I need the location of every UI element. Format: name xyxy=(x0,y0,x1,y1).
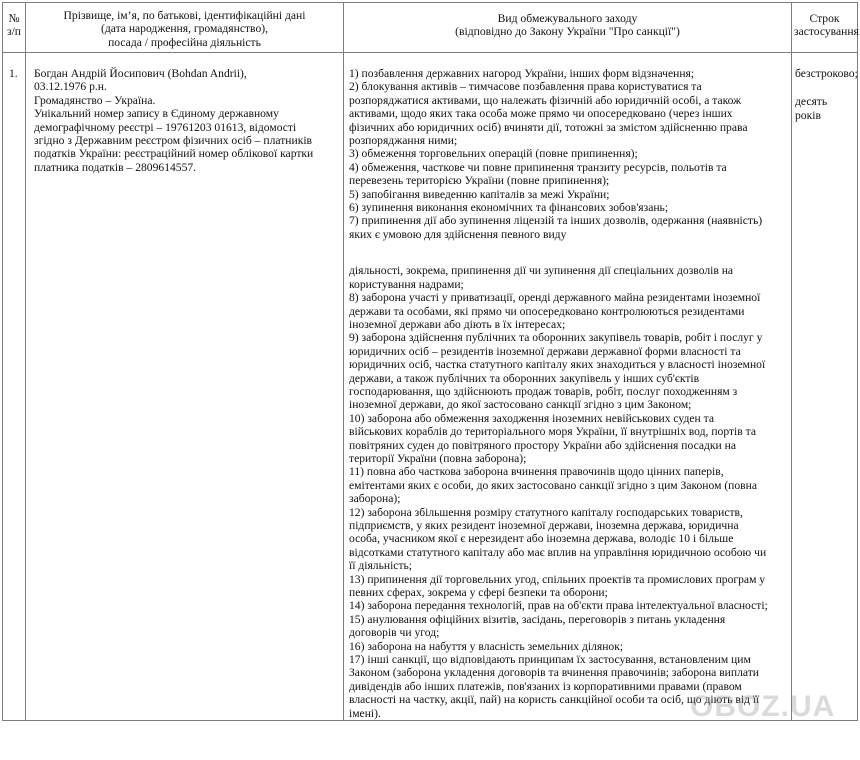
measure-line: іноземної держави, до якої застосовано санкції згідно з цим Законом; xyxy=(349,398,692,412)
measure-line: 15) анулювання офіційних візитів, засідань, переговорів з питань укладення xyxy=(349,612,726,626)
measure-line: військових кораблів до територіального моря України, її внутрішніх вод, портів та xyxy=(349,425,756,439)
table-header-row xyxy=(3,3,858,53)
measure-line: імені). xyxy=(349,706,381,720)
measure-line: певних сферах, зокрема у сфері безпеки та оборони; xyxy=(349,586,608,600)
measure-line: 6) зупинення виконання економічних та фінансових зобов'язань; xyxy=(349,201,669,215)
measure-line: 17) інші санкції, що відповідають принципам їх застосування, встановленим цим xyxy=(349,653,751,667)
measure-line: власності на частку, акції, пай) на користь санкційної особи та осіб, що діють від її xyxy=(349,693,760,707)
measure-line: користування надрами; xyxy=(349,277,464,291)
measure-line: 14) заборона передання технологій, прав на об'єкти права інтелектуальної власності; xyxy=(349,599,768,613)
measure-line: 8) заборона участі у приватизації, оренді державного майна резидентами іноземної xyxy=(349,291,761,305)
measure-line: 4) обмеження, часткове чи повне припинення транзиту ресурсів, польотів та xyxy=(349,160,727,174)
header-number-line: № xyxy=(8,12,20,25)
header-term-line: Строк xyxy=(809,12,840,25)
page-break-gap xyxy=(349,241,787,264)
header-term-line: застосування xyxy=(794,25,859,39)
sanctions-table xyxy=(2,2,858,721)
measures-list xyxy=(344,53,792,721)
measure-line: підприємств, у яких резидент іноземної держави, іноземна держава, юридична xyxy=(349,519,739,532)
header-number xyxy=(3,3,26,53)
measure-line: дивідендів або інших платежів, пов'язаних із корпоративними правами (правом xyxy=(349,679,742,693)
measure-line: повітряних суден до повітряного простору України або здійснення посадки на xyxy=(349,438,736,452)
person-details xyxy=(26,53,344,721)
measure-line: 9) заборона здійснення публічних та оборонних закупівель товарів, робіт і послуг у xyxy=(349,331,763,345)
header-measure-line: (відповідно до Закону України "Про санкції") xyxy=(455,25,680,39)
measure-line: Законом (заборона укладення договорів та вчинення правочинів; заборона виплати xyxy=(349,666,759,680)
row-number: 1. xyxy=(3,53,26,721)
measure-line: відсотками статутного капіталу або має вплив на управління юридичною особою чи xyxy=(349,545,767,559)
term-line: безстроково; xyxy=(795,67,858,80)
header-term xyxy=(792,3,858,53)
header-number-line: з/п xyxy=(6,25,21,39)
person-line: згідно з Державним реєстром фізичних осіб – платників xyxy=(34,134,313,148)
measure-line: перевезень територією України (повне припинення); xyxy=(349,174,610,188)
table-row xyxy=(3,53,858,721)
measure-line: 16) заборона на набуття у власність земельних ділянок; xyxy=(349,639,624,653)
header-person-line: посада / професійна діяльність xyxy=(108,35,261,49)
measure-line: емітентами яких є особи, до яких застосовано санкції згідно з цим Законом (повна xyxy=(349,478,758,492)
person-line: Богдан Андрій Йосипович (Bohdan Andrii), xyxy=(34,67,247,80)
person-line: 03.12.1976 р.н. xyxy=(34,80,107,94)
header-measure-line: Вид обмежувального заходу xyxy=(497,12,638,25)
measure-line: держави та особами, які прямо чи опосередковано контролюються резидентами xyxy=(349,304,745,318)
measure-line: 5) запобігання виведенню капіталів за межі України; xyxy=(349,187,610,201)
header-person-line: (дата народження, громадянство), xyxy=(100,22,269,36)
measure-line: розпоряджання ними; xyxy=(349,134,458,148)
measure-line: особа, учасником якої є нерезидент або іноземна держава, володіє 10 і більше xyxy=(349,532,734,546)
person-line: Унікальний номер запису в Єдиному державному xyxy=(34,107,279,121)
header-person xyxy=(26,3,344,53)
measure-line: активами, щодо яких така особа може прямо чи опосередковано (через інших xyxy=(349,107,733,121)
header-measure xyxy=(344,3,792,53)
person-line: податків України: реєстраційний номер облікової картки xyxy=(34,147,314,161)
term-line: десять років xyxy=(795,95,828,122)
measure-line: заборона); xyxy=(349,492,401,506)
measure-line: фізичних або юридичних осіб) вчиняти дії, тотожні за змістом здійсненню права xyxy=(349,120,748,134)
measure-line: держави, а також публічних та оборонних закупівель у інших суб'єктів xyxy=(349,371,700,385)
measure-line: розпоряджатися активами, що належать фізичній або юридичній особі, а також xyxy=(349,93,742,107)
measure-line: 3) обмеження торговельних операцій (повне припинення); xyxy=(349,147,638,161)
measure-line: території України (повна заборона); xyxy=(349,451,527,465)
person-line: демографічному реєстрі – 19761203 01613, відомості xyxy=(34,120,297,134)
watermark-logo: OBOZ.UA xyxy=(690,690,836,723)
measure-line: юридичних осіб – резидентів іноземної держави державної форми власності та xyxy=(349,344,741,358)
measure-line: іноземної держави або діють в їх інтересах; xyxy=(349,317,566,331)
measure-line: 11) повна або часткова заборона вчинення правочинів щодо цінних паперів, xyxy=(349,465,724,479)
measure-line: 7) припинення дії або зупинення ліцензій та інших дозволів, одержання (наявність) xyxy=(349,214,763,228)
measure-line: її діяльність; xyxy=(349,559,413,573)
measure-line: 2) блокування активів – тимчасове позбавлення права користуватися та xyxy=(349,80,702,94)
person-line: платника податків – 2809614557. xyxy=(34,160,197,174)
measure-line: 1) позбавлення державних нагород України, інших форм відзначення; xyxy=(349,67,695,80)
measure-line: господарювання, що здійснюють продаж товарів, робіт, послуг походженням з xyxy=(349,384,738,398)
header-person-line: Прізвище, ім’я, по батькові, ідентифікаційні дані xyxy=(63,9,306,22)
person-line: Громадянство – Україна. xyxy=(34,93,156,107)
measure-line: юридичних осіб, частка статутного капіталу яких знаходиться у власності іноземної xyxy=(349,358,766,372)
measure-line: договорів чи угод; xyxy=(349,626,440,640)
measure-line: 10) заборона або обмеження заходження іноземних невійськових суден та xyxy=(349,411,714,425)
measure-line: 13) припинення дії торговельних угод, спільних проектів та промислових програм у xyxy=(349,572,766,586)
term-cell xyxy=(792,53,858,721)
measure-line: 12) заборона збільшення розміру статутного капіталу господарських товариств, xyxy=(349,505,743,519)
measure-line: діяльності, зокрема, припинення дії чи зупинення дії спеціальних дозволів на xyxy=(349,264,734,278)
measure-line: яких є умовою для здійснення певного виду xyxy=(349,227,567,241)
